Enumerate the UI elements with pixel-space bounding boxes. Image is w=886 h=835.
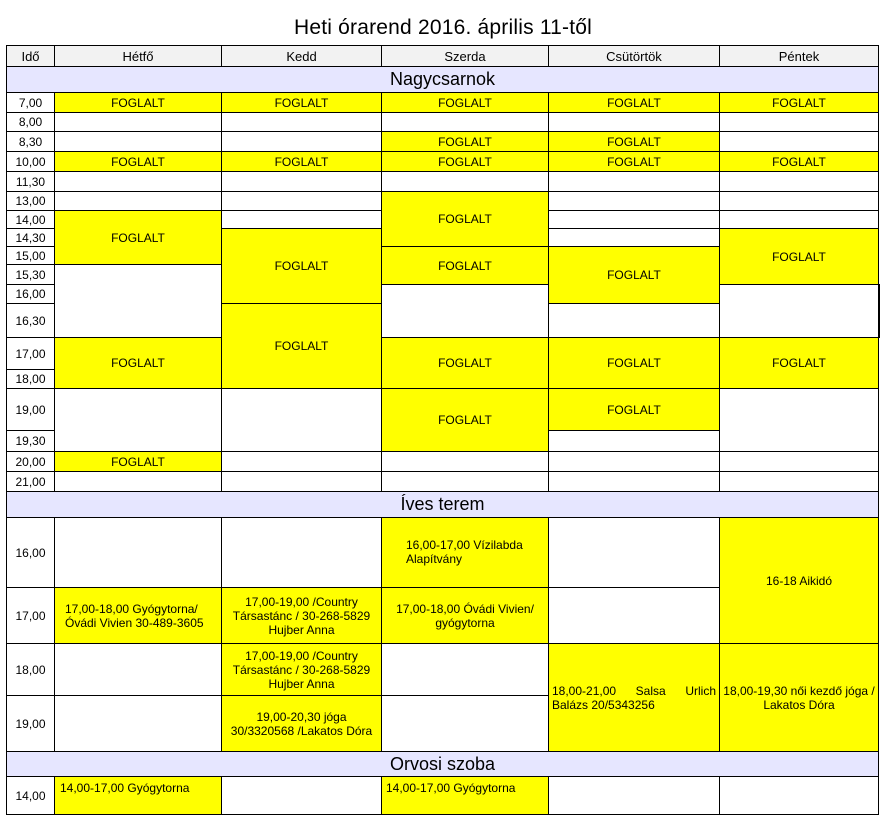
empty-cell bbox=[222, 132, 382, 152]
time-cell: 16,30 bbox=[7, 304, 55, 338]
time-cell: 14,30 bbox=[7, 229, 55, 247]
empty-cell bbox=[720, 192, 879, 211]
empty-cell bbox=[382, 472, 549, 492]
empty-cell bbox=[382, 696, 549, 752]
booking-cell: FOGLALT bbox=[549, 132, 720, 152]
booking-cell: FOGLALT bbox=[549, 389, 720, 431]
time-cell: 18,00 bbox=[7, 644, 55, 696]
booking-cell: FOGLALT bbox=[55, 338, 222, 389]
booking-cell: FOGLALT bbox=[55, 152, 222, 172]
time-cell: 15,00 bbox=[7, 247, 55, 265]
empty-cell bbox=[720, 211, 879, 229]
empty-cell bbox=[720, 389, 879, 452]
empty-cell bbox=[222, 172, 382, 192]
empty-cell bbox=[55, 172, 222, 192]
empty-cell bbox=[720, 452, 879, 472]
time-cell: 16,00 bbox=[7, 285, 55, 304]
empty-cell bbox=[55, 113, 222, 132]
time-cell: 18,00 bbox=[7, 370, 55, 389]
time-cell: 7,00 bbox=[7, 93, 55, 113]
empty-cell bbox=[382, 644, 549, 696]
page-title: Heti órarend 2016. április 11-től bbox=[293, 16, 593, 39]
empty-cell bbox=[55, 518, 222, 588]
empty-cell bbox=[55, 389, 222, 452]
booking-cell: 19,00-20,30 jóga 30/3320568 /Lakatos Dóra bbox=[222, 696, 382, 752]
booking-cell: FOGLALT bbox=[382, 132, 549, 152]
booking-cell: FOGLALT bbox=[382, 93, 549, 113]
empty-cell bbox=[549, 777, 720, 815]
column-header-wednesday: Szerda bbox=[382, 46, 549, 67]
column-header-monday: Hétfő bbox=[55, 46, 222, 67]
booking-cell: 14,00-17,00 Gyógytorna bbox=[382, 777, 549, 815]
time-cell: 17,00 bbox=[7, 338, 55, 370]
booking-cell: 17,00-18,00 Gyógytorna/ Óvádi Vivien 30-489-3605 bbox=[55, 588, 222, 644]
time-cell: 19,30 bbox=[7, 431, 55, 452]
booking-cell: FOGLALT bbox=[382, 192, 549, 247]
section-title-nagycsarnok: Nagycsarnok bbox=[7, 67, 879, 93]
column-header-friday: Péntek bbox=[720, 46, 879, 67]
booking-cell: 18,00-19,30 női kezdő jóga / Lakatos Dóra bbox=[720, 644, 879, 752]
empty-cell bbox=[720, 132, 879, 152]
empty-cell bbox=[222, 777, 382, 815]
booking-cell: 16-18 Aikidó bbox=[720, 518, 879, 644]
empty-cell bbox=[222, 389, 382, 452]
booking-cell: FOGLALT bbox=[549, 247, 720, 304]
empty-cell bbox=[549, 518, 720, 588]
booking-cell: FOGLALT bbox=[549, 93, 720, 113]
booking-cell bbox=[549, 644, 720, 752]
section-title-ives-terem: Íves terem bbox=[7, 492, 879, 518]
booking-cell: FOGLALT bbox=[382, 247, 549, 285]
booking-cell: FOGLALT bbox=[549, 338, 720, 389]
empty-cell bbox=[222, 192, 382, 211]
booking-cell: FOGLALT bbox=[55, 93, 222, 113]
time-cell: 19,00 bbox=[7, 696, 55, 752]
empty-cell bbox=[222, 211, 382, 229]
time-cell: 11,30 bbox=[7, 172, 55, 192]
time-cell: 8,00 bbox=[7, 113, 55, 132]
booking-cell: 17,00-19,00 /Country Társastánc / 30-268-5829 Hujber Anna bbox=[222, 588, 382, 644]
booking-cell: FOGLALT bbox=[549, 152, 720, 172]
column-header-tuesday: Kedd bbox=[222, 46, 382, 67]
empty-cell bbox=[55, 644, 222, 696]
time-cell: 21,00 bbox=[7, 472, 55, 492]
empty-cell bbox=[55, 192, 222, 211]
empty-cell bbox=[222, 472, 382, 492]
empty-cell bbox=[549, 192, 720, 211]
schedule-table bbox=[6, 45, 880, 815]
booking-cell: FOGLALT bbox=[222, 229, 382, 304]
booking-text: 18,00-21,00 Salsa Urlich Balázs 20/5343256 bbox=[552, 683, 716, 712]
booking-cell: FOGLALT bbox=[55, 211, 222, 265]
empty-cell bbox=[222, 452, 382, 472]
empty-cell bbox=[549, 211, 720, 229]
empty-cell bbox=[720, 113, 879, 132]
booking-cell: FOGLALT bbox=[720, 93, 879, 113]
column-header-thursday: Csütörtök bbox=[549, 46, 720, 67]
empty-cell bbox=[720, 472, 879, 492]
empty-cell bbox=[549, 452, 720, 472]
time-cell: 16,00 bbox=[7, 518, 55, 588]
booking-cell: FOGLALT bbox=[382, 152, 549, 172]
time-cell: 10,00 bbox=[7, 152, 55, 172]
booking-cell: 17,00-19,00 /Country Társastánc / 30-268-5829 Hujber Anna bbox=[222, 644, 382, 696]
section-title-orvosi-szoba: Orvosi szoba bbox=[7, 752, 879, 777]
booking-cell: FOGLALT bbox=[222, 304, 382, 389]
empty-cell bbox=[382, 452, 549, 472]
empty-cell bbox=[549, 431, 720, 452]
booking-cell: FOGLALT bbox=[720, 338, 879, 389]
booking-cell: 17,00-18,00 Óvádi Vivien/ gyógytorna bbox=[382, 588, 549, 644]
booking-cell: 14,00-17,00 Gyógytorna bbox=[55, 777, 222, 815]
empty-cell bbox=[382, 285, 549, 338]
column-header-time: Idő bbox=[7, 46, 55, 67]
empty-cell bbox=[382, 172, 549, 192]
empty-cell bbox=[222, 113, 382, 132]
empty-cell bbox=[55, 265, 222, 338]
empty-cell bbox=[879, 285, 880, 338]
empty-cell bbox=[549, 172, 720, 192]
time-cell: 14,00 bbox=[7, 211, 55, 229]
time-cell: 14,00 bbox=[7, 777, 55, 815]
empty-cell bbox=[720, 777, 879, 815]
booking-cell: FOGLALT bbox=[222, 93, 382, 113]
booking-cell: FOGLALT bbox=[720, 229, 879, 285]
empty-cell bbox=[549, 588, 720, 644]
booking-cell: 16,00-17,00 Vízilabda Alapítvány bbox=[382, 518, 549, 588]
time-cell: 17,00 bbox=[7, 588, 55, 644]
empty-cell bbox=[720, 172, 879, 192]
empty-cell bbox=[549, 113, 720, 132]
empty-cell bbox=[720, 285, 879, 338]
time-cell: 19,00 bbox=[7, 389, 55, 431]
time-cell: 20,00 bbox=[7, 452, 55, 472]
time-cell: 13,00 bbox=[7, 192, 55, 211]
header-row bbox=[7, 46, 880, 67]
empty-cell bbox=[549, 472, 720, 492]
booking-cell: FOGLALT bbox=[382, 338, 549, 389]
time-cell: 8,30 bbox=[7, 132, 55, 152]
empty-cell bbox=[55, 132, 222, 152]
booking-cell: FOGLALT bbox=[222, 152, 382, 172]
booking-cell: FOGLALT bbox=[720, 152, 879, 172]
booking-cell: FOGLALT bbox=[382, 389, 549, 452]
empty-cell bbox=[382, 113, 549, 132]
empty-cell bbox=[549, 229, 720, 247]
empty-cell bbox=[222, 518, 382, 588]
time-cell: 15,30 bbox=[7, 265, 55, 285]
booking-cell: FOGLALT bbox=[55, 452, 222, 472]
empty-cell bbox=[55, 472, 222, 492]
empty-cell bbox=[55, 696, 222, 752]
